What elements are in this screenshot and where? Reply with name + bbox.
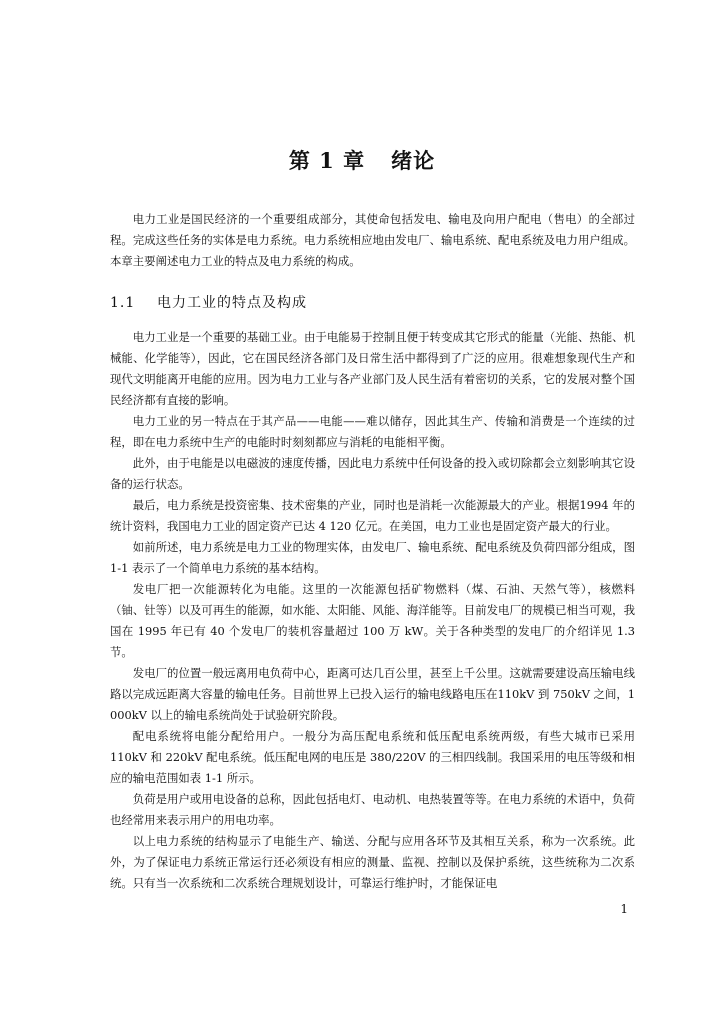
body-paragraph: 发电厂把一次能源转化为电能。这里的一次能源包括矿物燃料（煤、石油、天然气等），核燃料（铀、钍等）以及可再生的能源，如水能、太阳能、风能、海洋能等。目前发电厂的规模已相当可观，我国在 1995 年已有 40 个发电厂的装机容量超过 100 万 kW。关于各种类型的发电厂的介绍详见 1.3 节。 [110,582,635,659]
body-paragraph: 此外，由于电能是以电磁波的速度传播，因此电力系统中任何设备的投入或切除都会立刻影响其它设备的运行状态。 [110,456,635,491]
section-title: 电力工业的特点及构成 [157,295,307,311]
intro-paragraph: 电力工业是国民经济的一个重要组成部分，其使命包括发电、输电及向用户配电（售电）的全部过程。完成这些任务的实体是电力系统。电力系统相应地由发电厂、输电系统、配电系统及电力用户组成。本章主要阐述电力工业的特点及电力系统的构成。 [110,212,635,268]
section-number: 1.1 [110,295,136,311]
body-paragraph: 发电厂的位置一般远离用电负荷中心，距离可达几百公里，甚至上千公里。这就需要建设高压输电线路以完成远距离大容量的输电任务。目前世界上已投入运行的输电线路电压在110kV 到 750kV 之间，1 000kV 以上的输电系统尚处于试验研究阶段。 [110,666,635,722]
section-heading [110,292,635,312]
chapter-name: 绪论 [391,148,436,173]
body-paragraph: 电力工业是一个重要的基础工业。由于电能易于控制且便于转变成其它形式的能量（光能、热能、机械能、化学能等），因此，它在国民经济各部门及日常生活中都得到了广泛的应用。很难想象现代生产和现代文明能离开电能的应用。因为电力工业与各产业部门及人民生活有着密切的关系，它的发展对整个国民经济都有直接的影响。 [110,330,635,407]
page-number: 1 [620,902,628,916]
chapter-intro [110,209,635,272]
body-paragraph: 负荷是用户或用电设备的总称，因此包括电灯、电动机、电热装置等等。在电力系统的术语中，负荷也经常用来表示用户的用电功率。 [110,792,635,827]
body-paragraph: 配电系统将电能分配给用户。一般分为高压配电系统和低压配电系统两级，有些大城市已采用 110kV 和 220kV 配电系统。低压配电网的电压是 380/220V 的三相四线制。我国采用的电压等级和相应的输电范围如表 1-1 所示。 [110,729,635,785]
body-paragraph: 最后，电力系统是投资密集、技术密集的产业，同时也是消耗一次能源最大的产业。根据1994 年的统计资料，我国电力工业的固定资产已达 4 120 亿元。在美国，电力工业也是固定资产最大的行业。 [110,498,635,533]
chapter-title [0,145,724,175]
chapter-number: 第 1 章 [288,148,366,173]
body-paragraph: 电力工业的另一特点在于其产品——电能——难以储存，因此其生产、传输和消费是一个连续的过程，即在电力系统中生产的电能时时刻刻都应与消耗的电能相平衡。 [110,414,635,449]
body-paragraph: 如前所述，电力系统是电力工业的物理实体，由发电厂、输电系统、配电系统及负荷四部分组成，图 1-1 表示了一个简单电力系统的基本结构。 [110,540,635,575]
body-paragraph: 以上电力系统的结构显示了电能生产、输送、分配与应用各环节及其相互关系，称为一次系统。此外，为了保证电力系统正常运行还必须设有相应的测量、监视、控制以及保护系统，这些统称为二次系统。只有当一次系统和二次系统合理规划设计，可靠运行维护时，才能保证电 [110,834,635,890]
section-body [110,327,635,894]
